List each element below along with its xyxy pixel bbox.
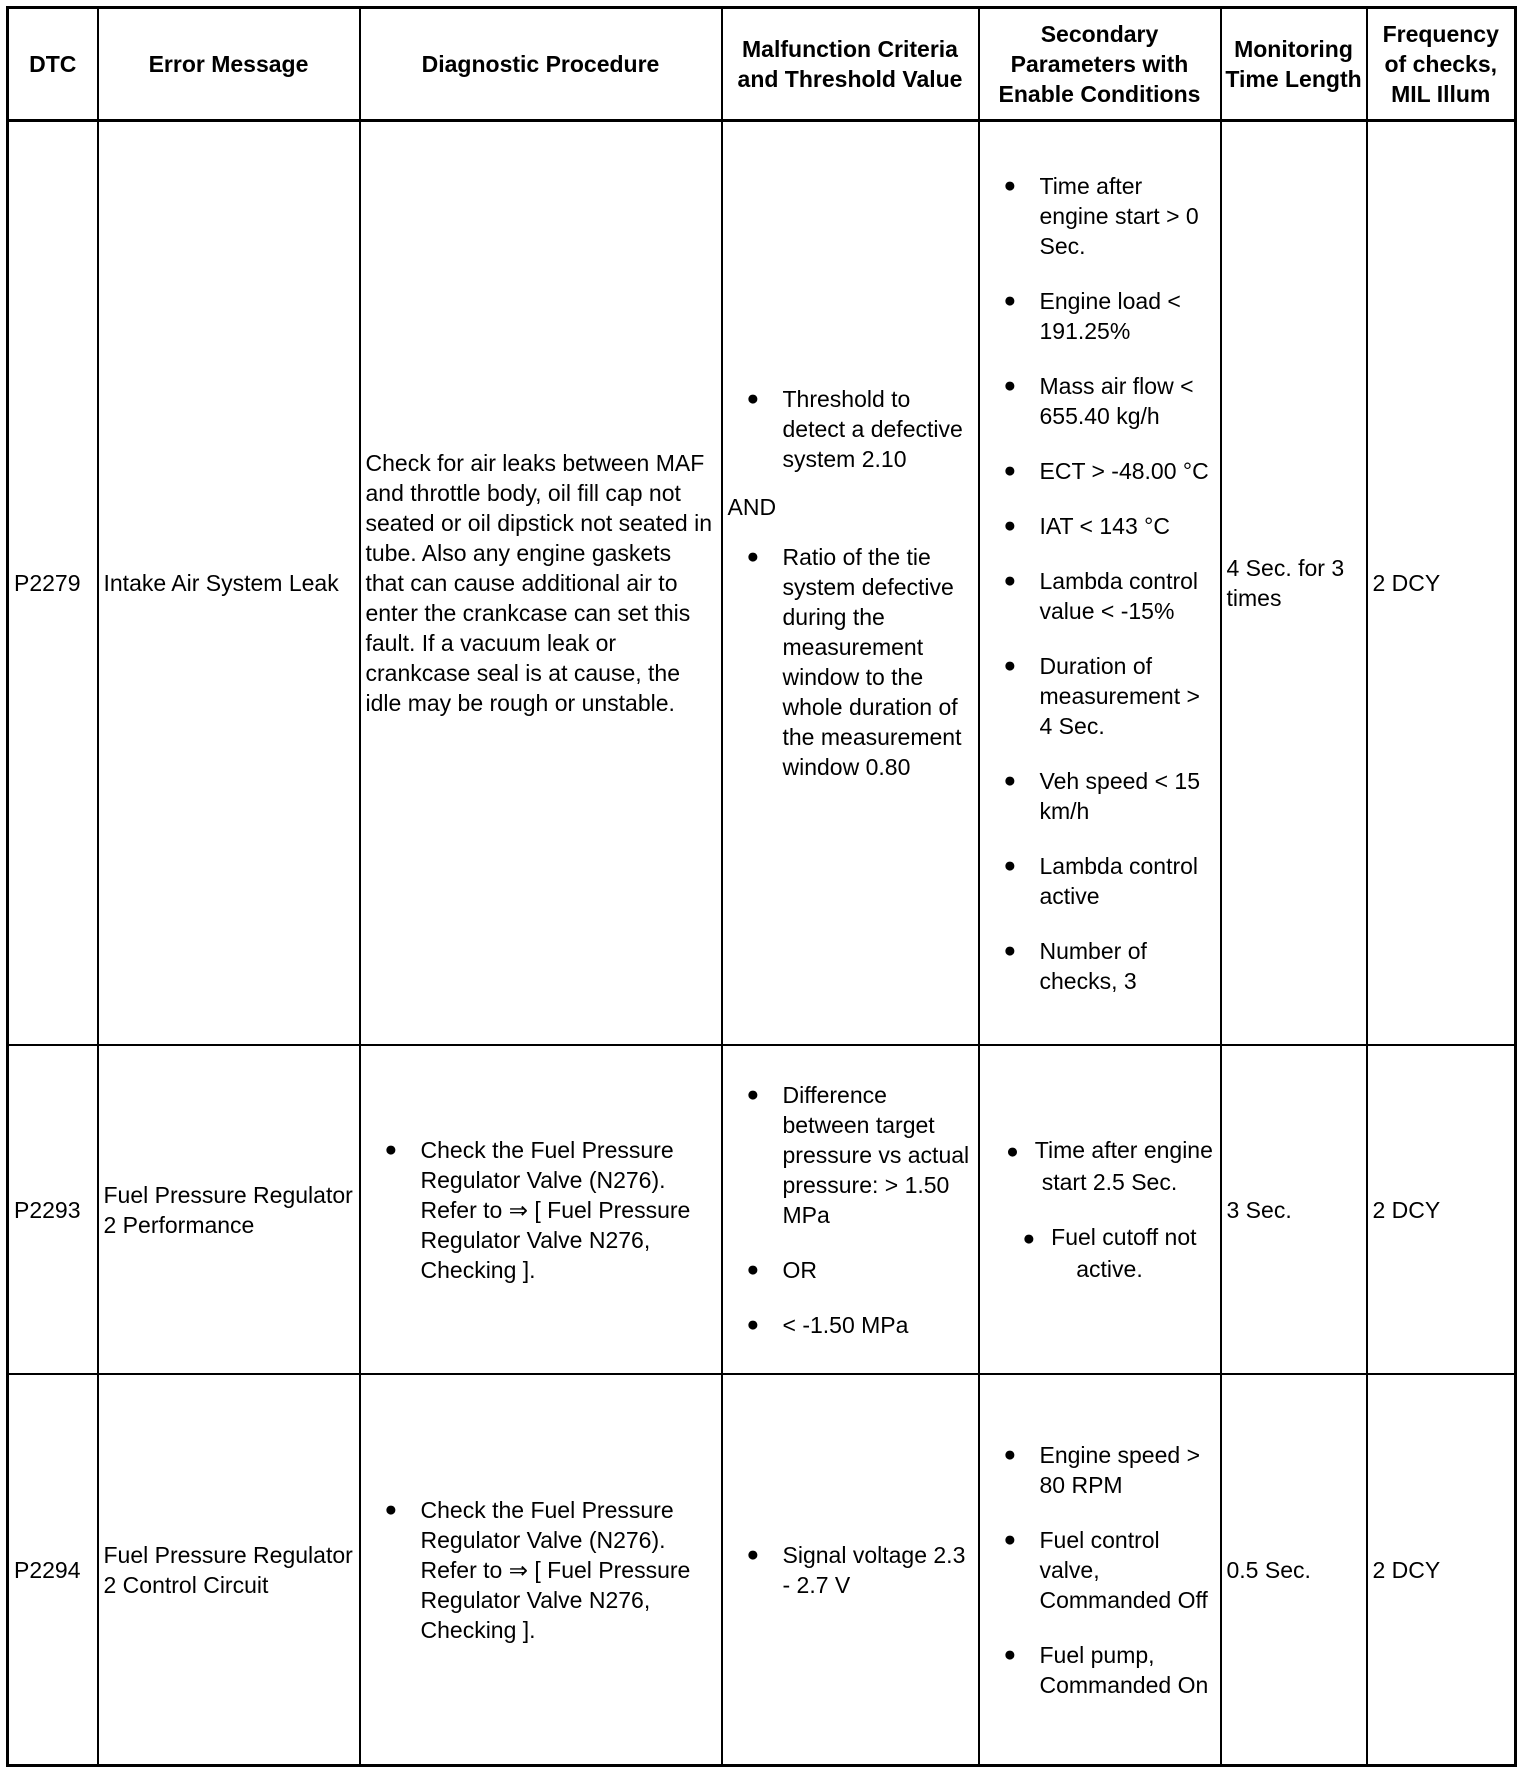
header-frequency: Frequency of checks, MIL Illum: [1367, 8, 1516, 121]
parameter-item: ● Number of checks, 3: [985, 936, 1215, 996]
error-message: Intake Air System Leak: [98, 121, 360, 1046]
header-monitoring-time: Monitoring Time Length: [1221, 8, 1367, 121]
parameter-item: ● IAT < 143 °C: [985, 511, 1215, 541]
error-message: Fuel Pressure Regulator 2 Control Circuit: [98, 1374, 360, 1766]
secondary-parameters: [979, 1374, 1221, 1766]
diagnostic-procedure: [360, 1045, 722, 1374]
parameter-item: ● Lambda control active: [985, 851, 1215, 911]
diagnostic-procedure: Check for air leaks between MAF and throttle body, oil fill cap not seated or oil dipstick not seated in tube. Also any engine gaskets that can cause additional air to enter the crankcase can set this fault. If a vacuum leak or crankcase seal is at cause, the idle may be rough or unstable.: [360, 121, 722, 1046]
diagnostic-procedure: [360, 1374, 722, 1766]
dtc-code: P2293: [8, 1045, 98, 1374]
monitoring-time: 0.5 Sec.: [1221, 1374, 1367, 1766]
parameter-item: ● Time after engine start > 0 Sec.: [985, 171, 1215, 261]
header-row: [8, 8, 1516, 121]
header-error-message: Error Message: [98, 8, 360, 121]
header-diagnostic-procedure: Diagnostic Procedure: [360, 8, 722, 121]
header-dtc: DTC: [8, 8, 98, 121]
parameter-item: ● Fuel pump, Commanded On: [985, 1640, 1215, 1700]
dtc-code: P2279: [8, 121, 98, 1046]
criteria-item: ● Signal voltage 2.3 - 2.7 V: [728, 1540, 973, 1600]
error-message: Fuel Pressure Regulator 2 Performance: [98, 1045, 360, 1374]
parameter-item: ● Time after engine start 2.5 Sec.: [985, 1135, 1215, 1197]
parameter-item: ● Fuel cutoff not active.: [985, 1222, 1215, 1284]
procedure-item: ● Check the Fuel Pressure Regulator Valve (N276). Refer to ⇒ [ Fuel Pressure Regulator Valve N276, Checking ].: [366, 1495, 716, 1645]
table-row: [8, 1374, 1516, 1766]
malfunction-criteria: [722, 121, 979, 1046]
table-row: [8, 1045, 1516, 1374]
frequency: 2 DCY: [1367, 1374, 1516, 1766]
malfunction-criteria: [722, 1045, 979, 1374]
parameter-item: ● Veh speed < 15 km/h: [985, 766, 1215, 826]
criteria-item: ● Ratio of the tie system defective during the measurement window to the whole duration of the measurement window 0.80: [728, 542, 973, 782]
dtc-code: P2294: [8, 1374, 98, 1766]
parameter-item: ● Mass air flow < 655.40 kg/h: [985, 371, 1215, 431]
parameter-item: ● Fuel control valve, Commanded Off: [985, 1525, 1215, 1615]
frequency: 2 DCY: [1367, 1045, 1516, 1374]
criteria-connector: AND: [727, 494, 777, 520]
header-secondary-parameters: Secondary Parameters with Enable Conditions: [979, 8, 1221, 121]
header-malfunction-criteria: Malfunction Criteria and Threshold Value: [722, 8, 979, 121]
dtc-table: [6, 6, 1517, 1767]
monitoring-time: 3 Sec.: [1221, 1045, 1367, 1374]
secondary-parameters: [979, 1045, 1221, 1374]
criteria-item: ● < -1.50 MPa: [728, 1310, 973, 1340]
criteria-item: ● Threshold to detect a defective system 2.10: [728, 384, 973, 474]
parameter-item: ● ECT > -48.00 °C: [985, 456, 1215, 486]
malfunction-criteria: [722, 1374, 979, 1766]
monitoring-time: 4 Sec. for 3 times: [1221, 121, 1367, 1046]
table-row: [8, 121, 1516, 1046]
secondary-parameters: [979, 121, 1221, 1046]
procedure-item: ● Check the Fuel Pressure Regulator Valve (N276). Refer to ⇒ [ Fuel Pressure Regulator Valve N276, Checking ].: [366, 1135, 716, 1285]
parameter-item: ● Duration of measurement > 4 Sec.: [985, 651, 1215, 741]
criteria-item: ● Difference between target pressure vs actual pressure: > 1.50 MPa: [728, 1080, 973, 1230]
frequency: 2 DCY: [1367, 121, 1516, 1046]
parameter-item: ● Engine load < 191.25%: [985, 286, 1215, 346]
parameter-item: ● Engine speed > 80 RPM: [985, 1440, 1215, 1500]
criteria-item: ● OR: [728, 1255, 973, 1285]
parameter-item: ● Lambda control value < -15%: [985, 566, 1215, 626]
